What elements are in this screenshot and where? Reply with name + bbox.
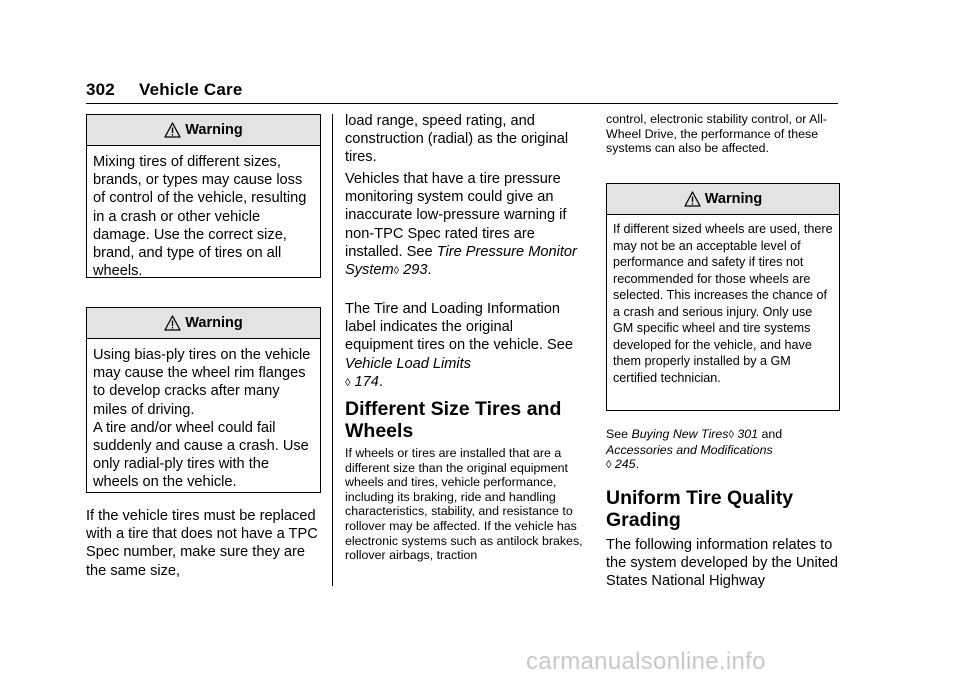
warning-title: Warning [185,315,243,331]
header-rule [86,103,838,104]
body-paragraph-tpms [345,170,585,280]
warning-icon [164,315,181,331]
xref-link-load-limits[interactable]: Vehicle Load Limits [345,355,472,372]
watermark: carmanualsonline.info [526,648,766,675]
warning-icon [684,191,701,207]
period: . [427,262,432,279]
warning-header [87,115,320,146]
warning-header [87,308,320,339]
paragraph-text: The Tire and Loading Information label indicates the original equipment tires on the vehicle. See [345,301,573,354]
section-title: Vehicle Care [138,80,243,99]
body-paragraph: The following information relates to the system developed by the United States National Highway [606,537,839,590]
paragraph-text: Vehicles that have a tire pressure monitoring system could give an inaccurate low-pressure warning if non-TPC Spec rated tires are installed. See [345,171,567,260]
warning-title: Warning [704,191,763,207]
paragraph-text: See [606,427,629,441]
xref-page[interactable]: 301 [737,427,759,441]
period: . [378,373,383,390]
warning-text: A tire and/or wheel could fail suddenly and cause a crash. Use only radial-ply tires with the wheels on the vehicle. [93,419,309,491]
warning-body [87,339,320,498]
paragraph-text: and [761,427,783,441]
warning-text: If different sized wheels are used, there may not be an acceptable level of performance and safety if tires not recommended for those wheels are selected. This increases the chance of a crash and serious injury. Only use GM specific wheel and tire systems developed for the vehicle, and have them properly installed by a GM certified technician. [613,222,833,385]
body-paragraph: If the vehicle tires must be replaced with a tire that does not have a TPC Spec number, make sure they are the same size, [86,508,318,579]
warning-header [607,184,839,215]
period: . [635,457,640,472]
warning-text: Mixing tires of different sizes, brands, or types may cause loss of control of the vehicle, resulting in a crash or other vehicle damage. Use the correct size, brand, and type of tires on all wheels. [93,154,307,280]
body-paragraph: control, electronic stability control, or All-Wheel Drive, the performance of these systems can also be affected. [606,112,828,156]
section-heading: Uniform Tire Quality Grading [606,487,794,531]
warning-box-mixing-tires [86,114,321,278]
warning-text: Using bias-ply tires on the vehicle may cause the wheel rim flanges to develop cracks after many miles of driving. [93,347,311,418]
column-divider [332,114,333,586]
page-number: 302 [86,80,115,99]
page-ref-arrow: ◊ [345,376,351,389]
page-ref-arrow: ◊ [606,459,612,472]
xref-link-tire-pressure[interactable]: Tire Pressure Monitor System [345,243,577,279]
xref-link-buying-new-tires[interactable]: Buying New Tires [631,427,729,441]
page-ref-arrow: ◊ [728,429,734,441]
xref-page[interactable]: 293 [403,262,428,279]
body-paragraph: If wheels or tires are installed that are a different size than the original equipment wheels and tires, vehicle performance, including its braking, ride and handling characteristics, stability, and resistance to rollover may be affected. If the vehicle has electronic systems such as antilock brakes, rollover airbags, traction [345,446,583,563]
warning-box-bias-ply [86,307,321,493]
xref-page[interactable]: 245 [614,457,636,472]
page-header [86,80,243,100]
xref-page[interactable]: 174 [354,373,379,390]
see-also-paragraph [606,427,841,473]
warning-icon [164,122,181,138]
warning-title: Warning [185,122,243,138]
warning-box-different-wheels [606,183,840,411]
warning-body [87,146,320,286]
page-ref-arrow: ◊ [393,265,400,278]
warning-body [607,215,839,392]
body-paragraph: load range, speed rating, and construction (radial) as the original tires. [345,113,569,166]
body-paragraph-label [345,300,585,392]
section-heading: Different Size Tires and Wheels [345,398,562,442]
xref-link-accessories[interactable]: Accessories and Modifications [606,442,773,457]
